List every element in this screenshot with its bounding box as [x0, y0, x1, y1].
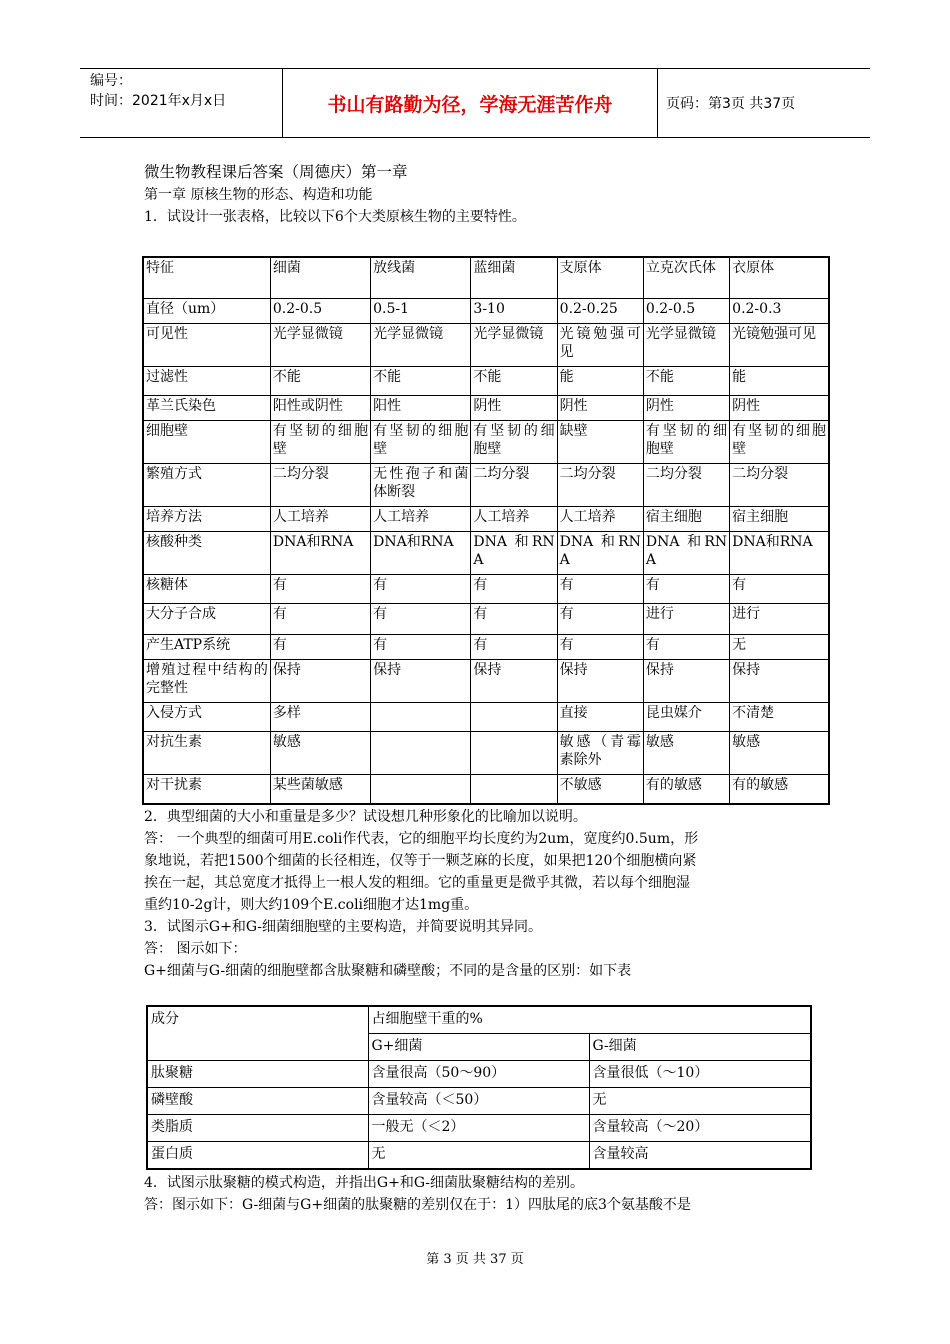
- table-cell: 人工培养: [471, 507, 557, 532]
- table-row: [143, 660, 829, 703]
- document-title: 微生物教程课后答案（周德庆）第一章: [144, 163, 408, 181]
- table-cell: 蓝细菌: [471, 257, 557, 299]
- table-row: [143, 507, 829, 532]
- table-cell: 不能: [471, 367, 557, 396]
- table-cell: 0.2-0.3: [730, 299, 829, 324]
- table-cell: 阴性: [471, 396, 557, 421]
- table-cell: 进行: [730, 604, 829, 635]
- question-3: 3．试图示G+和G-细菌细胞壁的主要构造，并简要说明其异同。: [144, 919, 542, 935]
- answer-2-line: 象地说，若把1500个细菌的长径相连，仅等于一颗芝麻的长度，如果把120个细胞横向紧: [144, 853, 697, 869]
- table-cell: 立克次氏体: [643, 257, 729, 299]
- table-cell: 无: [368, 1142, 589, 1170]
- table-cell: 不敏感: [557, 775, 643, 805]
- row-label-cell: 直径（um）: [143, 299, 270, 324]
- table-cell: 保持: [557, 660, 643, 703]
- row-label-cell: 特征: [143, 257, 270, 299]
- table-row: [143, 604, 829, 635]
- table-cell: 阴性: [643, 396, 729, 421]
- table-cell: 阴性: [557, 396, 643, 421]
- row-label-cell: 革兰氏染色: [143, 396, 270, 421]
- header-motto: 书山有路勤为径，学海无涯苦作舟: [282, 69, 658, 137]
- table-cell: [371, 703, 471, 732]
- table-cell: [471, 732, 557, 775]
- date-line: 时间：2021年x月x日: [90, 93, 227, 109]
- table-cell: 保持: [643, 660, 729, 703]
- answer-4: 答：图示如下：G-细菌与G+细菌的肽聚糖的差别仅在于：1）四肽尾的底3个氨基酸不是: [144, 1197, 691, 1213]
- header-percent: 占细胞壁干重的%: [368, 1006, 811, 1034]
- table-cell: 宿主细胞: [730, 507, 829, 532]
- table-row: [143, 703, 829, 732]
- table-row: [143, 421, 829, 464]
- row-label-cell: 培养方法: [143, 507, 270, 532]
- table-cell: 0.2-0.25: [557, 299, 643, 324]
- table-cell: [371, 732, 471, 775]
- answer-2-line: 重约10-2g计，则大约109个E.coli细胞才达1mg重。: [144, 897, 479, 913]
- table-cell: 缺壁: [557, 421, 643, 464]
- table-cell: 无: [589, 1088, 811, 1115]
- table-cell: 衣原体: [730, 257, 829, 299]
- table-cell: 0.5-1: [371, 299, 471, 324]
- table-cell: 敏感: [270, 732, 370, 775]
- table-cell: 光学显微镜: [471, 324, 557, 367]
- table-cell: 能: [557, 367, 643, 396]
- table-cell: 光学显微镜: [643, 324, 729, 367]
- table-row: [143, 396, 829, 421]
- page-footer: 第 3 页 共 37 页: [426, 1252, 524, 1267]
- table-row: [147, 1142, 811, 1170]
- header-component: 成分: [147, 1006, 368, 1061]
- header-gneg: G-细菌: [589, 1034, 811, 1061]
- table-cell: [471, 703, 557, 732]
- table-cell: 有: [643, 635, 729, 660]
- code-label: 编号：: [90, 73, 132, 89]
- question-2: 2．典型细菌的大小和重量是多少？试设想几种形象化的比喻加以说明。: [144, 809, 587, 825]
- table-cell: 无性孢子和菌体断裂: [371, 464, 471, 507]
- page-header: [80, 68, 870, 138]
- table-cell: 有: [557, 635, 643, 660]
- header-left: [90, 71, 226, 111]
- question-1: 1．试设计一张表格，比较以下6个大类原核生物的主要特性。: [144, 209, 526, 225]
- row-label-cell: 产生ATP系统: [143, 635, 270, 660]
- header-page-info: 页码：第3页 共37页: [666, 96, 796, 112]
- row-label-cell: 核糖体: [143, 575, 270, 604]
- table-row: [143, 367, 829, 396]
- table-cell: 敏感: [730, 732, 829, 775]
- table-cell: 二均分裂: [557, 464, 643, 507]
- table-cell: 阳性或阴性: [270, 396, 370, 421]
- table-cell: 二均分裂: [730, 464, 829, 507]
- table-row: [147, 1061, 811, 1088]
- table-cell: 某些菌敏感: [270, 775, 370, 805]
- table-row: [143, 532, 829, 575]
- row-label-cell: 细胞壁: [143, 421, 270, 464]
- table-cell: 敏感: [643, 732, 729, 775]
- table-cell: 3-10: [471, 299, 557, 324]
- table-cell: 有坚韧的细胞壁: [471, 421, 557, 464]
- table-cell: 有的敏感: [730, 775, 829, 805]
- table-cell: 昆虫媒介: [643, 703, 729, 732]
- table-cell: 有: [471, 604, 557, 635]
- table-cell: 有: [371, 575, 471, 604]
- table-cell: 不能: [270, 367, 370, 396]
- table-cell: 保持: [270, 660, 370, 703]
- row-label-cell: 入侵方式: [143, 703, 270, 732]
- table-row: [147, 1115, 811, 1142]
- table-cell: 一般无（＜2）: [368, 1115, 589, 1142]
- cell-wall-compare: G+细菌与G-细菌的细胞壁都含肽聚糖和磷壁酸；不同的是含量的区别：如下表: [144, 963, 632, 979]
- component-cell: 类脂质: [147, 1115, 368, 1142]
- answer-2-line: 答： 一个典型的细菌可用E.coli作代表，它的细胞平均长度约为2um，宽度约0.5um，形: [144, 831, 699, 847]
- table-row: [143, 299, 829, 324]
- component-cell: 蛋白质: [147, 1142, 368, 1170]
- table-cell: 保持: [371, 660, 471, 703]
- table-cell: 含量较高（～20）: [589, 1115, 811, 1142]
- table-cell: 能: [730, 367, 829, 396]
- question-4: 4．试图示肽聚糖的模式构造，并指出G+和G-细菌肽聚糖结构的差别。: [144, 1175, 584, 1191]
- row-label-cell: 对抗生素: [143, 732, 270, 775]
- table-cell: 保持: [471, 660, 557, 703]
- table-cell: 宿主细胞: [643, 507, 729, 532]
- table-cell: DNA和RNA: [371, 532, 471, 575]
- table-cell: DNA 和RNA: [557, 532, 643, 575]
- row-label-cell: 可见性: [143, 324, 270, 367]
- intro: [144, 160, 814, 228]
- table-row: [143, 575, 829, 604]
- table-cell: 无: [730, 635, 829, 660]
- row-label-cell: 对干扰素: [143, 775, 270, 805]
- table-cell: 有: [270, 635, 370, 660]
- table-cell: 直接: [557, 703, 643, 732]
- table-cell: 进行: [643, 604, 729, 635]
- table-cell: 光镜勉强可见: [730, 324, 829, 367]
- table-cell: 多样: [270, 703, 370, 732]
- row-label-cell: 繁殖方式: [143, 464, 270, 507]
- table-cell: 二均分裂: [643, 464, 729, 507]
- table-cell: 支原体: [557, 257, 643, 299]
- table-cell: DNA和RNA: [730, 532, 829, 575]
- table-cell: 光学显微镜: [270, 324, 370, 367]
- row-label-cell: 过滤性: [143, 367, 270, 396]
- table-cell: 敏感（青霉素除外: [557, 732, 643, 775]
- row-label-cell: 大分子合成: [143, 604, 270, 635]
- table-row: [147, 1088, 811, 1115]
- component-cell: 肽聚糖: [147, 1061, 368, 1088]
- table-cell: 0.2-0.5: [270, 299, 370, 324]
- question-2-block: [144, 806, 824, 982]
- table-cell: 保持: [730, 660, 829, 703]
- table-cell: 细菌: [270, 257, 370, 299]
- component-cell: 磷壁酸: [147, 1088, 368, 1115]
- answer-2-line: 挨在一起，其总宽度才抵得上一根人发的粗细。它的重量更是微乎其微，若以每个细胞湿: [144, 875, 690, 891]
- table-cell: 有: [371, 604, 471, 635]
- prokaryote-comparison-table: [142, 256, 830, 805]
- table-row: [143, 324, 829, 367]
- table-cell: 有: [471, 635, 557, 660]
- table-row: [143, 635, 829, 660]
- table-cell: 含量很低（～10）: [589, 1061, 811, 1088]
- row-label-cell: 核酸种类: [143, 532, 270, 575]
- table-header-row: [143, 257, 829, 299]
- answer-3: 答： 图示如下：: [144, 941, 247, 957]
- table-cell: 二均分裂: [270, 464, 370, 507]
- table-cell: 不能: [371, 367, 471, 396]
- question-4-block: [144, 1172, 824, 1216]
- row-label-cell: 增殖过程中结构的完整性: [143, 660, 270, 703]
- table-cell: 有: [471, 575, 557, 604]
- table-cell: 0.2-0.5: [643, 299, 729, 324]
- table-cell: 人工培养: [270, 507, 370, 532]
- table-cell: 人工培养: [557, 507, 643, 532]
- table-cell: 含量很高（50～90）: [368, 1061, 589, 1088]
- table-cell: 有的敏感: [643, 775, 729, 805]
- header-gpos: G+细菌: [368, 1034, 589, 1061]
- table-cell: 有: [557, 575, 643, 604]
- table-cell: DNA 和RNA: [471, 532, 557, 575]
- table-cell: 不清楚: [730, 703, 829, 732]
- cell-wall-composition-table: [146, 1005, 812, 1170]
- table-cell: 人工培养: [371, 507, 471, 532]
- table-cell: 有: [270, 604, 370, 635]
- table-cell: 有坚韧的细胞壁: [270, 421, 370, 464]
- table-cell: 阴性: [730, 396, 829, 421]
- table-cell: 有坚韧的细胞壁: [643, 421, 729, 464]
- table-cell: 有: [730, 575, 829, 604]
- table-row: [143, 732, 829, 775]
- table-cell: 有坚韧的细胞壁: [371, 421, 471, 464]
- table-cell: 有: [371, 635, 471, 660]
- table-cell: 有: [643, 575, 729, 604]
- table-row: [143, 775, 829, 805]
- table-cell: 有: [557, 604, 643, 635]
- table-cell: 放线菌: [371, 257, 471, 299]
- table-row: [143, 464, 829, 507]
- table-cell: 含量较高: [589, 1142, 811, 1170]
- table-cell: 不能: [643, 367, 729, 396]
- table-cell: DNA和RNA: [270, 532, 370, 575]
- table-cell: 含量较高（＜50）: [368, 1088, 589, 1115]
- table-cell: [471, 775, 557, 805]
- chapter-heading: 第一章 原核生物的形态、构造和功能: [144, 187, 373, 203]
- table-cell: 有坚韧的细胞壁: [730, 421, 829, 464]
- table-cell: 光学显微镜: [371, 324, 471, 367]
- table-cell: DNA 和RNA: [643, 532, 729, 575]
- table-cell: [371, 775, 471, 805]
- table-cell: 阳性: [371, 396, 471, 421]
- table-cell: 二均分裂: [471, 464, 557, 507]
- table-cell: 有: [270, 575, 370, 604]
- table-cell: 光镜勉强可见: [557, 324, 643, 367]
